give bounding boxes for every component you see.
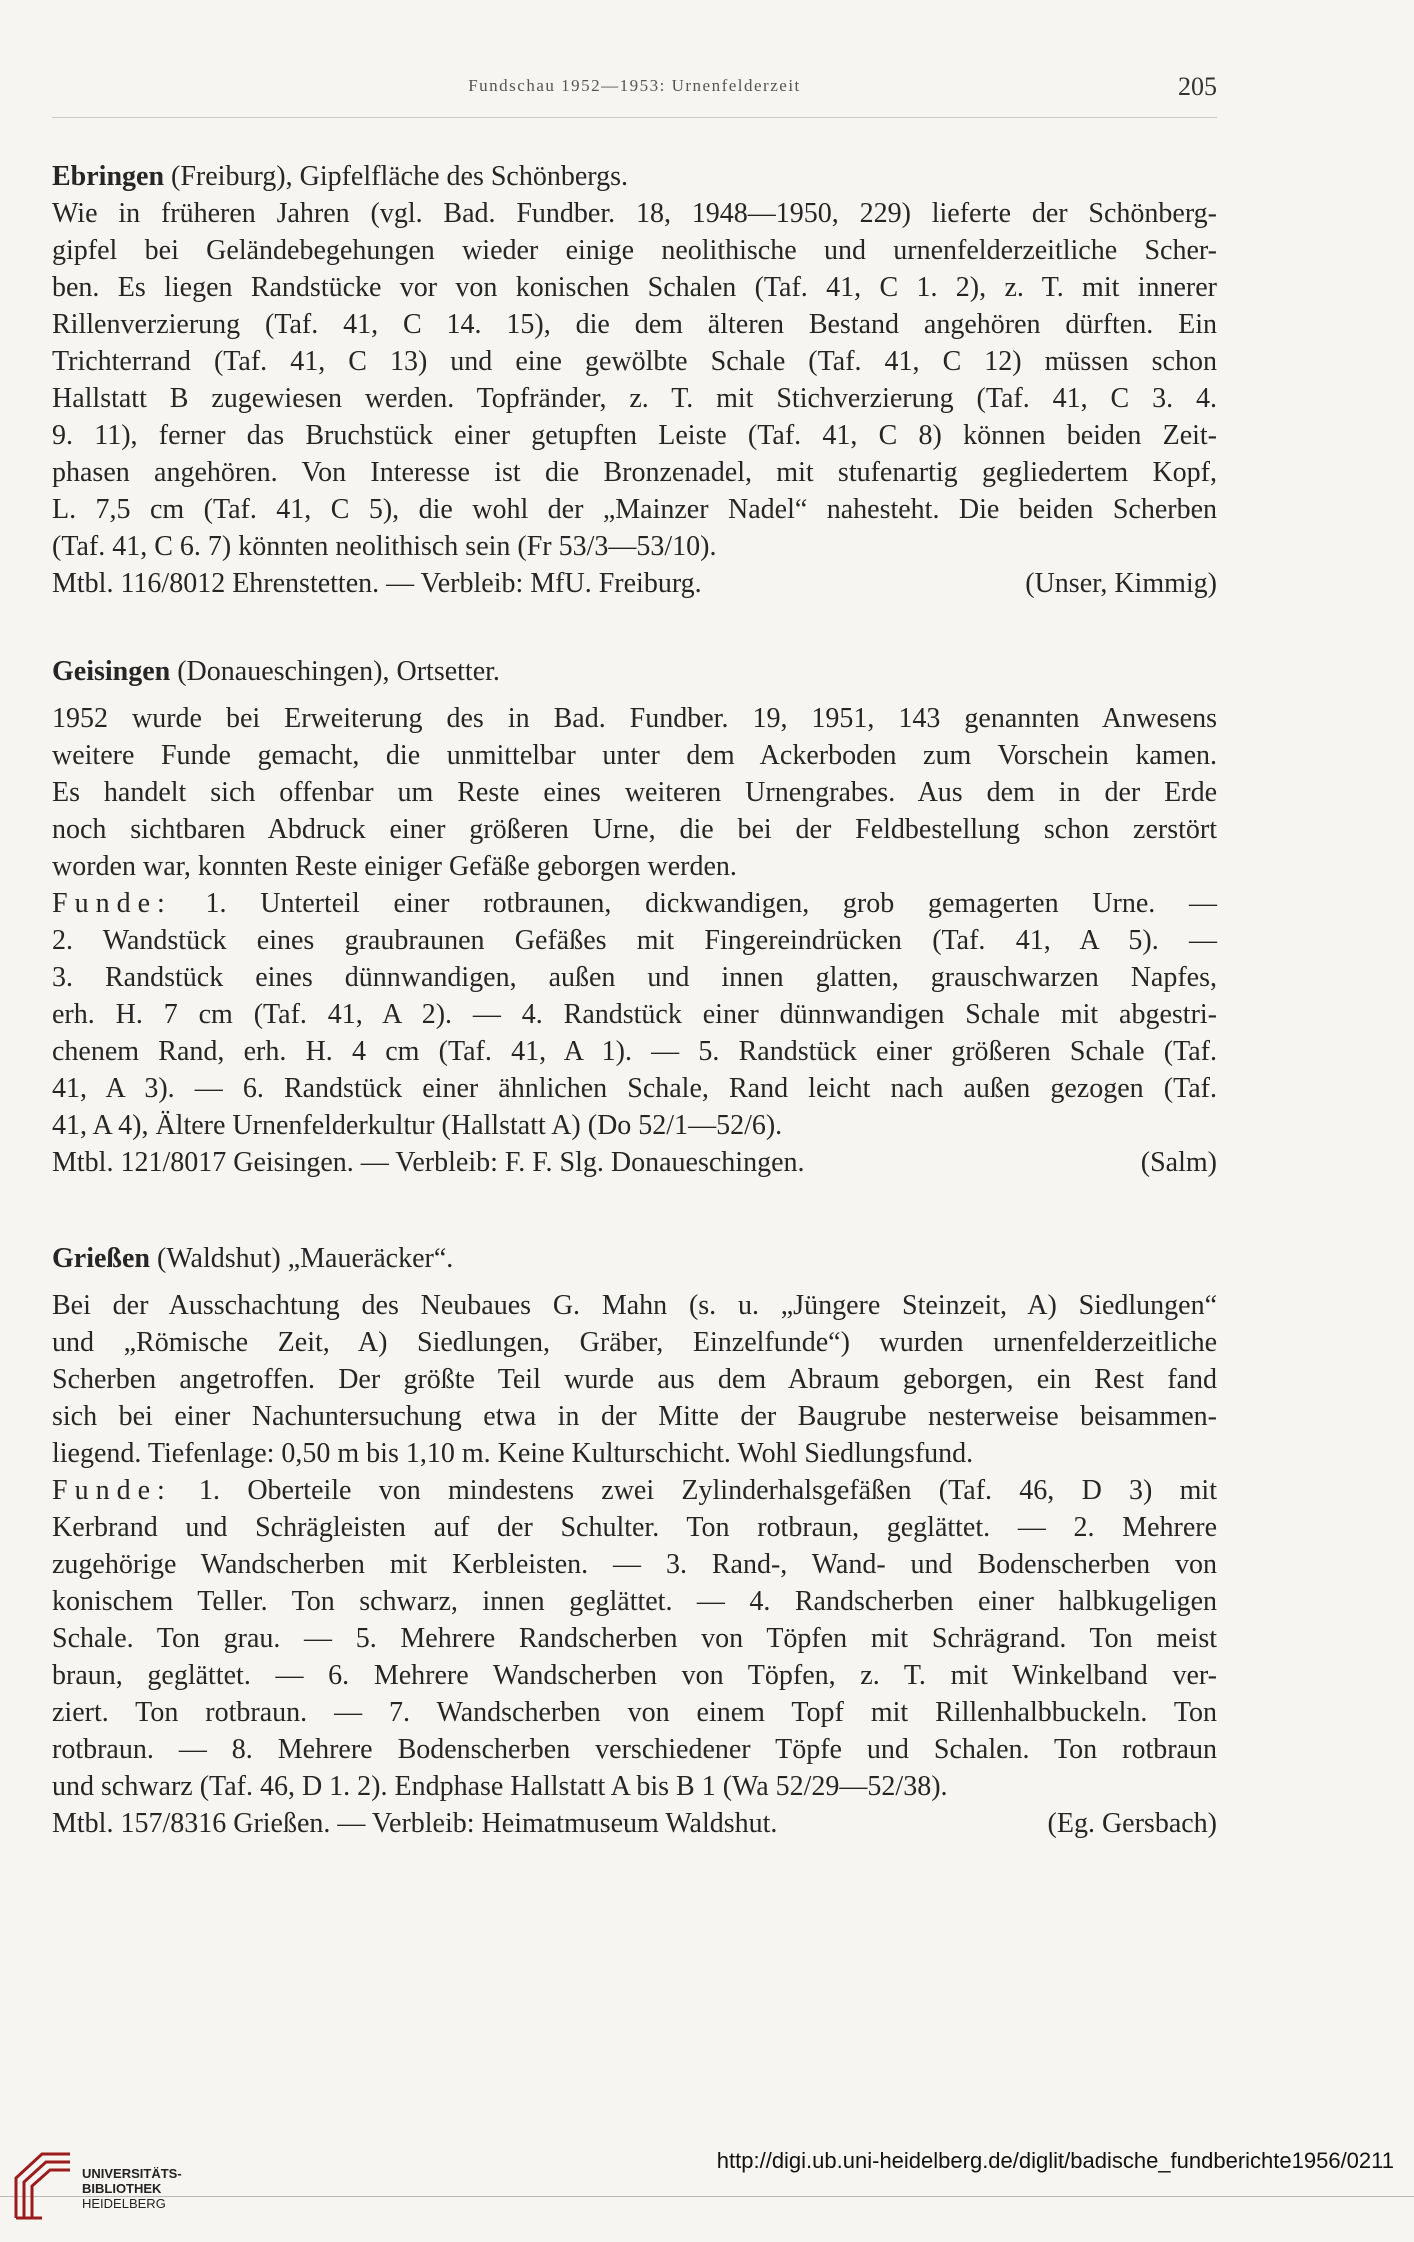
text-line: liegend. Tiefenlage: 0,50 m bis 1,10 m. Keine Kulturschicht. Wohl Siedlungsfund.: [52, 1438, 974, 1469]
text-line: ziert. Ton rotbraun. — 7. Wandscherben von einem Topf mit Rillenhalbbuckeln. Ton: [52, 1697, 1217, 1728]
funde-label: Funde:: [52, 888, 172, 919]
text-line: und „Römische Zeit, A) Siedlungen, Gräber, Einzelfunde“) wurden urnenfelderzeitliche: [52, 1327, 1217, 1358]
mtbl-line: [52, 565, 1217, 602]
mtbl-reference: Mtbl. 116/8012 Ehrenstetten. — Verbleib: MfU. Freiburg.: [52, 568, 702, 599]
place-detail: (Donaueschingen), Ortsetter.: [170, 656, 500, 687]
mtbl-reference: Mtbl. 157/8316 Grießen. — Verbleib: Heimatmuseum Waldshut.: [52, 1808, 778, 1839]
text-line: Rillenverzierung (Taf. 41, C 14. 15), die dem älteren Bestand angehören dürften. Ein: [52, 309, 1217, 340]
page-header: [52, 72, 1217, 112]
text-line: Kerbrand und Schrägleisten auf der Schulter. Ton rotbraun, geglättet. — 2. Mehrere: [52, 1512, 1217, 1543]
section-heading: [52, 1240, 1217, 1277]
text-line: Hallstatt B zugewiesen werden. Topfränder, z. T. mit Stichverzierung (Taf. 41, C 3. 4.: [52, 383, 1217, 414]
text-line: zugehörige Wandscherben mit Kerbleisten. — 3. Rand-, Wand- und Bodenscherben von: [52, 1549, 1217, 1580]
text-line: braun, geglättet. — 6. Mehrere Wandscherben von Töpfen, z. T. mit Winkelband ver-: [52, 1660, 1217, 1691]
text-line: worden war, konnten Reste einiger Gefäße geborgen werden.: [52, 851, 737, 882]
mtbl-line: [52, 1805, 1217, 1842]
text-line: chenem Rand, erh. H. 4 cm (Taf. 41, A 1). — 5. Randstück einer größeren Schale (Taf.: [52, 1036, 1217, 1067]
text-line: 2. Wandstück eines graubraunen Gefäßes mit Fingereindrücken (Taf. 41, A 5). —: [52, 925, 1217, 956]
text-line: 9. 11), ferner das Bruchstück einer getupften Leiste (Taf. 41, C 8) können beiden Zeit-: [52, 420, 1217, 451]
section-ebringen: [52, 158, 1217, 602]
text-line: 41, A 4), Ältere Urnenfelderkultur (Hallstatt A) (Do 52/1—52/6).: [52, 1110, 783, 1141]
funde-line: [52, 885, 1217, 922]
library-name: UNIVERSITÄTS- BIBLIOTHEK HEIDELBERG: [82, 2166, 182, 2211]
place-name: Geisingen: [52, 656, 171, 687]
text-line: Bei der Ausschachtung des Neubaues G. Mahn (s. u. „Jüngere Steinzeit, A) Siedlungen“: [52, 1290, 1217, 1321]
footer-rule: [0, 2196, 1414, 2197]
place-detail: (Waldshut) „Maueräcker“.: [150, 1243, 454, 1274]
text-line: 1952 wurde bei Erweiterung des in Bad. Fundber. 19, 1951, 143 genannten Anwesens: [52, 703, 1217, 734]
text-line: weitere Funde gemacht, die unmittelbar unter dem Ackerboden zum Vorschein kamen.: [52, 740, 1217, 771]
page-number: 205: [1178, 72, 1217, 101]
text-line: gipfel bei Geländebegehungen wieder einige neolithische und urnenfelderzeitliche Scher-: [52, 235, 1217, 266]
section-heading: [52, 158, 1217, 195]
text-line: 3. Randstück eines dünnwandigen, außen und innen glatten, grauschwarzen Napfes,: [52, 962, 1217, 993]
text-line: 41, A 3). — 6. Randstück einer ähnlichen Schale, Rand leicht nach außen gezogen (Taf.: [52, 1073, 1217, 1104]
mtbl-reference: Mtbl. 121/8017 Geisingen. — Verbleib: F. F. Slg. Donaueschingen.: [52, 1147, 805, 1178]
section-heading: [52, 653, 1217, 690]
text-line: und schwarz (Taf. 46, D 1. 2). Endphase Hallstatt A bis B 1 (Wa 52/29—52/38).: [52, 1771, 948, 1802]
text-line: Schale. Ton grau. — 5. Mehrere Randscherben von Töpfen mit Schrägrand. Ton meist: [52, 1623, 1217, 1654]
text-line: rotbraun. — 8. Mehrere Bodenscherben verschiedener Töpfe und Schalen. Ton rotbraun: [52, 1734, 1217, 1765]
authors: (Unser, Kimmig): [1025, 568, 1217, 599]
authors: (Salm): [1140, 1147, 1217, 1178]
funde-line: [52, 1472, 1217, 1509]
place-name: Grießen: [52, 1243, 150, 1274]
text-line: Trichterrand (Taf. 41, C 13) und eine gewölbte Schale (Taf. 41, C 12) müssen schon: [52, 346, 1217, 377]
authors: (Eg. Gersbach): [1047, 1808, 1217, 1839]
place-detail: (Freiburg), Gipfelfläche des Schönbergs.: [164, 161, 628, 192]
ub-heidelberg-logo-icon: [12, 2148, 74, 2220]
text-line: phasen angehören. Von Interesse ist die Bronzenadel, mit stufenartig gegliedertem Kopf,: [52, 457, 1217, 488]
section-geisingen: [52, 653, 1217, 1181]
text-line: (Taf. 41, C 6. 7) könnten neolithisch sein (Fr 53/3—53/10).: [52, 531, 717, 562]
source-url-link[interactable]: http://digi.ub.uni-heidelberg.de/diglit/badische_fundberichte1956/0211: [716, 2148, 1394, 2173]
section-griessen: [52, 1240, 1217, 1842]
text-line: noch sichtbaren Abdruck einer größeren Urne, die bei der Feldbestellung schon zerstört: [52, 814, 1217, 845]
place-name: Ebringen: [52, 161, 165, 192]
header-rule: [52, 117, 1217, 118]
text-line: Wie in früheren Jahren (vgl. Bad. Fundber. 18, 1948—1950, 229) lieferte der Schönberg-: [52, 198, 1217, 229]
running-title: Fundschau 1952—1953: Urnenfelderzeit: [468, 76, 801, 95]
text-line: konischem Teller. Ton schwarz, innen geglättet. — 4. Randscherben einer halbkugeligen: [52, 1586, 1217, 1617]
text-line: ben. Es liegen Randstücke vor von konischen Schalen (Taf. 41, C 1. 2), z. T. mit innerer: [52, 272, 1217, 303]
funde-text: 1. Unterteil einer rotbraunen, dickwandigen, grob gemagerten Urne. —: [171, 888, 1217, 919]
mtbl-line: [52, 1144, 1217, 1181]
funde-label: Funde:: [52, 1475, 172, 1506]
text-line: sich bei einer Nachuntersuchung etwa in der Mitte der Baugrube nesterweise beisammen-: [52, 1401, 1217, 1432]
funde-text: 1. Oberteile von mindestens zwei Zylinderhalsgefäßen (Taf. 46, D 3) mit: [171, 1475, 1217, 1506]
text-line: Scherben angetroffen. Der größte Teil wurde aus dem Abraum geborgen, ein Rest fand: [52, 1364, 1217, 1395]
text-line: Es handelt sich offenbar um Reste eines weiteren Urnengrabes. Aus dem in der Erde: [52, 777, 1217, 808]
text-line: L. 7,5 cm (Taf. 41, C 5), die wohl der „Mainzer Nadel“ nahesteht. Die beiden Scherben: [52, 494, 1217, 525]
text-line: erh. H. 7 cm (Taf. 41, A 2). — 4. Randstück einer dünnwandigen Schale mit abgestri-: [52, 999, 1217, 1030]
